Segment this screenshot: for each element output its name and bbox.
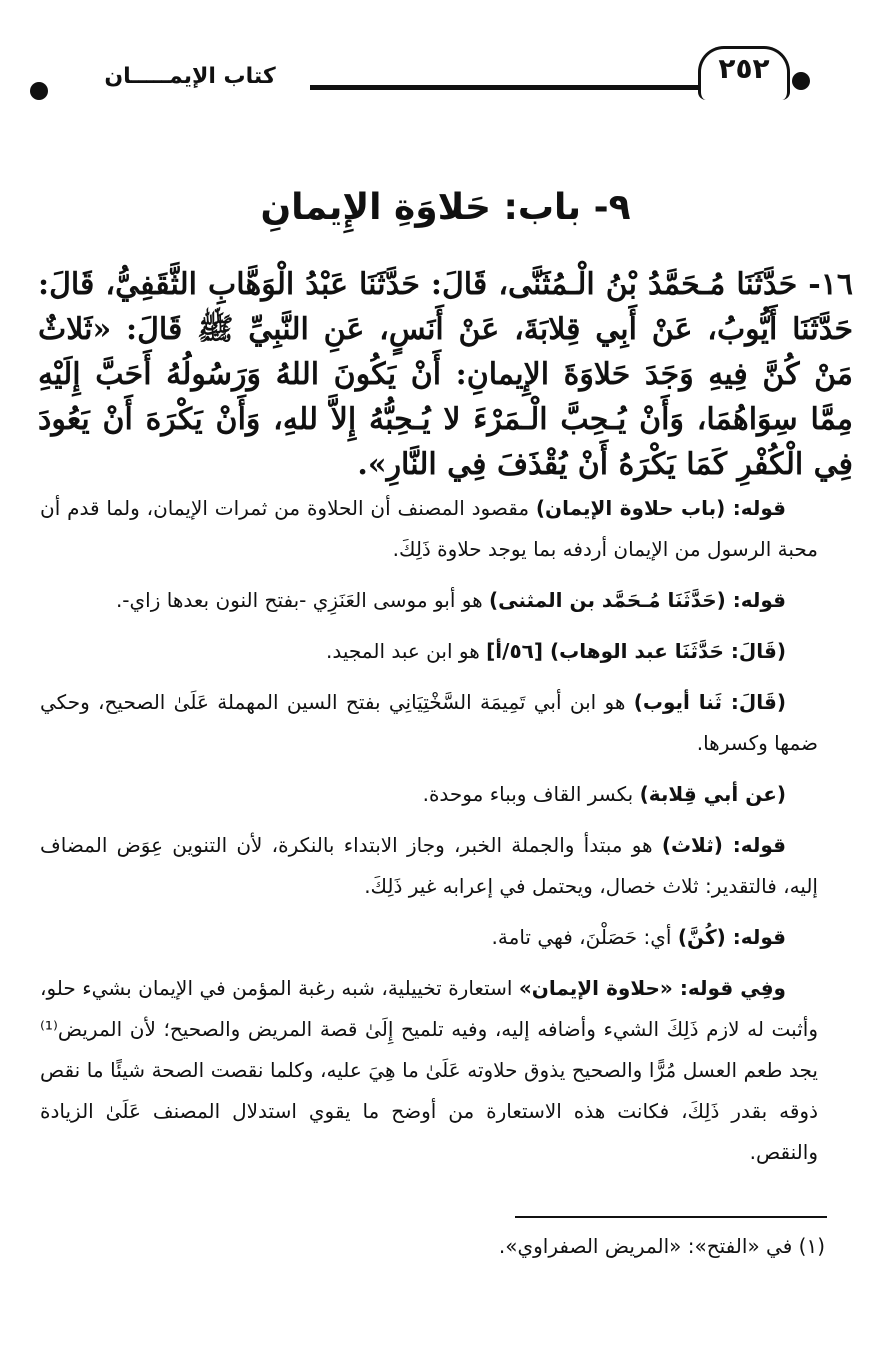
footnote-rule <box>515 1216 827 1218</box>
commentary-lead: (قَالَ: حَدَّثَنَا عبد الوهاب) [٥٦/أ] <box>486 639 786 663</box>
header-rule <box>310 85 700 90</box>
commentary-lead: قوله: (حَدَّثَنَا مُـحَمَّد بن المثنى) <box>489 588 786 612</box>
commentary-text: أي: حَصَلْنَ، فهي تامة. <box>491 925 678 949</box>
header-dot-right <box>792 72 810 90</box>
commentary-text: بكسر القاف وبباء موحدة. <box>422 782 640 806</box>
commentary-paragraph <box>40 968 818 1173</box>
running-title: كتاب الإيمـــــان <box>104 64 276 89</box>
commentary-paragraph <box>40 774 818 815</box>
hadith-text: ١٦- حَدَّثَنَا مُـحَمَّدُ بْنُ الْـمُثَنَّى، قَالَ: حَدَّثَنَا عَبْدُ الْوَهَّابِ الثَّقَفِيُّ، قَالَ: حَدَّثَنَا أَيُّوبُ، عَنْ أَبِي قِلابَةَ، عَنْ أَنَسٍ، عَنِ النَّبِيِّ ﷺ قَالَ: «ثَلاثٌ مَنْ كُنَّ فِيهِ وَجَدَ حَلاوَةَ الإِيمانِ: أَنْ يَكُونَ اللهُ وَرَسُولُهُ أَحَبَّ إِلَيْهِ مِمَّا سِوَاهُمَا، وَأَنْ يُـحِبَّ الْـمَرْءَ لا يُـحِبُّهُ إِلاَّ للهِ، وَأَنْ يَكْرَهَ أَنْ يَعُودَ فِي الْكُفْرِ كَمَا يَكْرَهُ أَنْ يُقْذَفَ فِي النَّارِ». <box>38 267 853 482</box>
commentary-lead: قوله: (ثلاث) <box>661 833 786 857</box>
commentary-text: هو مبتدأ والجملة الخبر، وجاز الابتداء بالنكرة، لأن التنوين عِوَض المضاف إليه، فالتقدير: ثلاث خصال، ويحتمل في إعرابه غير ذَلِكَ. <box>40 833 818 898</box>
commentary-paragraph <box>40 917 818 958</box>
commentary-lead: قوله: (كُنَّ) <box>677 925 786 949</box>
commentary-lead: وفِي قوله: «حلاوة الإيمان» <box>518 976 786 1000</box>
commentary-paragraph <box>40 488 818 570</box>
header-dot-left <box>30 82 48 100</box>
commentary-paragraph <box>40 580 818 621</box>
commentary <box>40 488 818 1183</box>
footnote: (١) في «الفتح»: «المريض الصفراوي». <box>498 1234 825 1258</box>
page-number: ٢٥٢ <box>718 52 770 85</box>
commentary-paragraph <box>40 825 818 907</box>
commentary-text: استعارة تخييلية، شبه رغبة المؤمن في الإيمان بشيء حلو، وأثبت له لازم ذَلِكَ الشيء وأضافه إليه، وفيه تلميح إِلَىٰ قصة المريض والصحيح؛ لأن المريض⁽¹⁾ يجد طعم العسل مُرًّا والصحيح يذوق حلاوته عَلَىٰ ما هِيَ عليه، وكلما نقصت الصحة شيئًا ما نقص ذوقه بقدر ذَلِكَ، فكانت هذه الاستعارة من أوضح ما يقوي استدلال المصنف عَلَىٰ الزيادة والنقص. <box>40 976 818 1164</box>
commentary-text: مقصود المصنف أن الحلاوة من ثمرات الإيمان، ولما قدم أن محبة الرسول من الإيمان أردفه بما يوجد حلاوة ذَلِكَ. <box>40 496 818 561</box>
commentary-text: هو ابن عبد المجيد. <box>325 639 487 663</box>
commentary-lead: (قَالَ: ثَنا أيوب) <box>633 690 786 714</box>
commentary-lead: (عن أبي قِلابة) <box>639 782 786 806</box>
chapter-title: ٩- باب: حَلاوَةِ الإِيمانِ <box>260 187 631 228</box>
commentary-text: هو ابن أبي تَمِيمَة السَّخْتِيَانِي بفتح السين المهملة عَلَىٰ الصحيح، وحكي ضمها وكسرها. <box>40 690 818 755</box>
running-header <box>0 40 891 130</box>
commentary-paragraph <box>40 631 818 672</box>
commentary-lead: قوله: (باب حلاوة الإيمان) <box>535 496 786 520</box>
commentary-text: هو أبو موسى العَنَزِي -بفتح النون بعدها زاي-. <box>115 588 489 612</box>
commentary-paragraph <box>40 682 818 764</box>
